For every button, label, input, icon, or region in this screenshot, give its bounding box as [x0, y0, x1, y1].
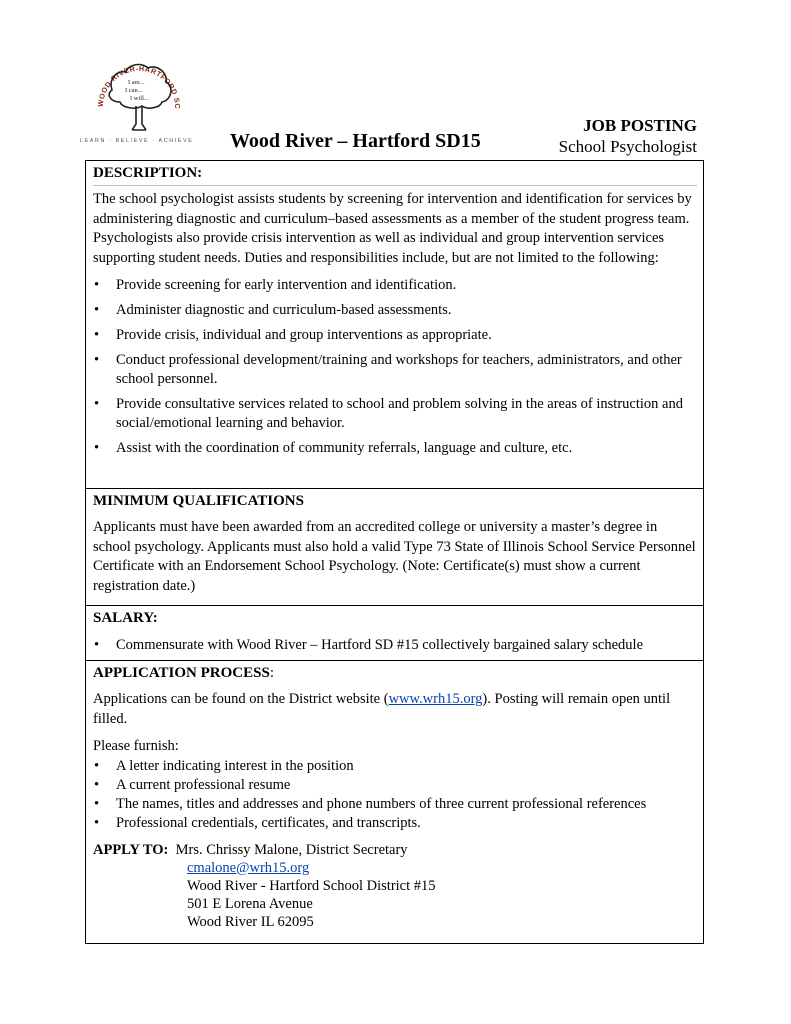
application-heading-colon: :	[269, 665, 275, 681]
duty-item: • Conduct professional development/training and workshops for teachers, administrators, and other school personnel.	[93, 351, 697, 389]
salary-item: • Commensurate with Wood River – Hartford SD #15 collectively bargained salary schedule	[93, 636, 697, 655]
qualifications-heading: MINIMUM QUALIFICATIONS	[93, 493, 304, 509]
address-line-2: 501 E Lorena Avenue	[187, 895, 313, 912]
salary-heading: SALARY:	[93, 610, 158, 626]
application-section	[86, 660, 703, 943]
duty-item: • Provide screening for early intervention and identification.	[93, 276, 697, 295]
application-text-before: Applications can be found on the District website (	[93, 691, 389, 707]
qualifications-section	[86, 488, 703, 605]
address-line-1: Wood River - Hartford School District #15	[187, 877, 436, 894]
salary-section	[86, 605, 703, 660]
furnish-item: • The names, titles and addresses and phone numbers of three current professional references	[93, 795, 697, 814]
apply-to-block	[93, 841, 697, 931]
description-heading: DESCRIPTION:	[93, 165, 203, 181]
logo-tree-line-2: I can...	[125, 87, 143, 94]
duty-item: • Provide crisis, individual and group interventions as appropriate.	[93, 326, 697, 345]
qualifications-text: Applicants must have been awarded from an accredited college or university a master’s degree in school psychology. Applicants must also hold a valid Type 73 State of Illinois School Service Personnel Certificate with an Endorsement School Psychology. (Note: Certificate(s) must show a current registration date.)	[93, 519, 696, 594]
description-section	[86, 161, 703, 488]
description-text: The school psychologist assists students by screening for intervention and identification for services by administering diagnostic and curriculum–based assessments as a member of the student progress team. Psychologists also provide crisis intervention as well as individual and group intervention services supporting student needs. Duties and responsibilities include, but are not limited to the following:	[93, 191, 692, 266]
application-text-after: ). Posting will remain open until filled.	[93, 691, 671, 727]
furnish-label: Please furnish:	[93, 738, 179, 754]
district-logo	[70, 44, 210, 148]
duty-item: • Assist with the coordination of community referrals, language and culture, etc.	[93, 439, 697, 458]
logo-ring-text: WOOD RIVER-HARTFORD SC	[95, 63, 183, 110]
contact-email-link[interactable]: cmalone@wrh15.org	[187, 859, 310, 876]
duty-item: • Provide consultative services related to school and problem solving in the areas of instruction and social/emotional learning and behavior.	[93, 395, 697, 433]
address-line-3: Wood River IL 62095	[187, 913, 314, 930]
district-title: Wood River – Hartford SD15	[230, 130, 481, 152]
position-title: School Psychologist	[558, 137, 697, 156]
district-website-link[interactable]: www.wrh15.org	[388, 691, 483, 707]
posting-table	[85, 160, 704, 944]
furnish-item: • A letter indicating interest in the position	[93, 757, 697, 776]
duties-list	[93, 276, 697, 458]
furnish-item: • A current professional resume	[93, 776, 697, 795]
application-text	[93, 690, 697, 729]
apply-to-label: APPLY TO:	[93, 841, 169, 858]
logo-tree-line-1: I am...	[128, 79, 145, 86]
posting-header	[559, 115, 697, 157]
contact-name: Mrs. Chrissy Malone, District Secretary	[175, 841, 408, 858]
furnish-list	[93, 757, 697, 833]
job-posting-label: JOB POSTING	[583, 116, 697, 135]
section-divider	[93, 185, 697, 186]
application-heading	[93, 664, 697, 683]
application-heading-text: APPLICATION PROCESS	[93, 665, 270, 681]
logo-motto: LEARN · BELIEVE · ACHIEVE	[80, 138, 194, 144]
furnish-item: • Professional credentials, certificates, and transcripts.	[93, 814, 697, 833]
logo-tree-line-3: I will...	[130, 95, 149, 102]
salary-list	[93, 636, 697, 655]
duty-item: • Administer diagnostic and curriculum-based assessments.	[93, 301, 697, 320]
